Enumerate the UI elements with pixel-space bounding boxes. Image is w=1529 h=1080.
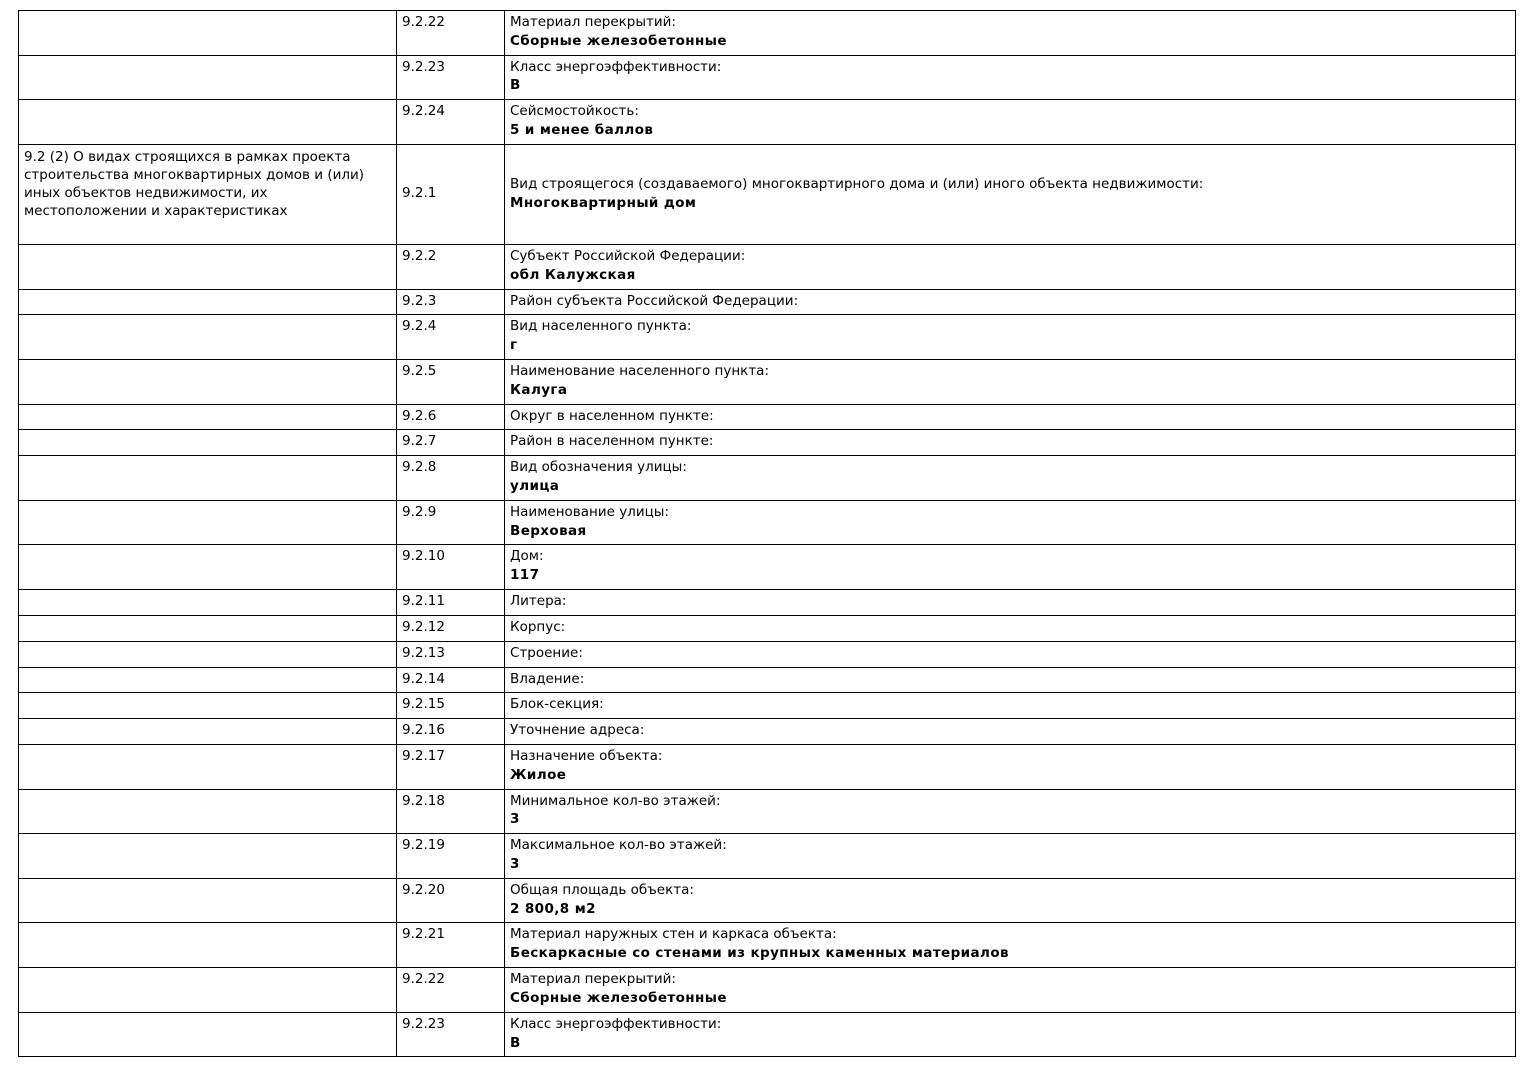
code-cell: 9.2.3	[397, 289, 505, 315]
field-value: обл Калужская	[510, 266, 636, 283]
code-cell: 9.2.6	[397, 404, 505, 430]
section-cell: 9.2 (2) О видах строящихся в рамках проекта строительства многоквартирных домов и (или) иных объектов недвижимости, их местоположении и характеристиках	[19, 144, 397, 244]
code-cell: 9.2.18	[397, 789, 505, 834]
table-row	[19, 968, 1516, 1013]
field-label: Дом:	[510, 548, 544, 565]
section-cell	[19, 719, 397, 745]
section-cell	[19, 430, 397, 456]
code-cell: 9.2.24	[397, 100, 505, 145]
field-label: Район в населенном пункте:	[510, 433, 714, 450]
table-row	[19, 789, 1516, 834]
code-cell: 9.2.10	[397, 545, 505, 590]
field-label: Класс энергоэффективности:	[510, 58, 722, 75]
content-cell	[505, 430, 1516, 456]
field-value: В	[510, 77, 521, 94]
content-cell	[505, 55, 1516, 100]
table-row	[19, 641, 1516, 667]
content-cell	[505, 289, 1516, 315]
field-value: Сборные железобетонные	[510, 32, 727, 49]
content-cell	[505, 144, 1516, 244]
field-label: Корпус:	[510, 618, 566, 635]
field-label: Назначение объекта:	[510, 747, 663, 764]
section-cell	[19, 404, 397, 430]
section-cell	[19, 667, 397, 693]
table-row	[19, 719, 1516, 745]
section-cell	[19, 834, 397, 879]
section-cell	[19, 500, 397, 545]
section-cell	[19, 315, 397, 360]
field-label: Уточнение адреса:	[510, 722, 645, 739]
field-label: Сейсмостойкость:	[510, 103, 639, 120]
field-label: Материал перекрытий:	[510, 14, 676, 30]
field-value: 2 800,8 м2	[510, 900, 596, 917]
code-cell: 9.2.7	[397, 430, 505, 456]
field-label: Субъект Российской Федерации:	[510, 247, 746, 264]
field-value: Многоквартирный дом	[510, 194, 697, 211]
code-cell: 9.2.1	[397, 144, 505, 244]
content-cell	[505, 615, 1516, 641]
table-row	[19, 55, 1516, 100]
section-cell	[19, 789, 397, 834]
table-row	[19, 500, 1516, 545]
table-row	[19, 144, 1516, 244]
code-cell: 9.2.14	[397, 667, 505, 693]
code-cell: 9.2.15	[397, 693, 505, 719]
content-cell	[505, 641, 1516, 667]
content-cell	[505, 693, 1516, 719]
code-cell: 9.2.19	[397, 834, 505, 879]
code-cell: 9.2.9	[397, 500, 505, 545]
field-label: Вид обозначения улицы:	[510, 459, 687, 476]
code-cell: 9.2.8	[397, 456, 505, 501]
content-cell	[505, 590, 1516, 616]
table-row	[19, 100, 1516, 145]
table-body	[19, 11, 1516, 1057]
field-label: Класс энергоэффективности:	[510, 1015, 722, 1032]
code-cell: 9.2.21	[397, 923, 505, 968]
field-label: Вид населенного пункта:	[510, 318, 692, 335]
code-cell: 9.2.22	[397, 968, 505, 1013]
field-value: Сборные железобетонные	[510, 989, 727, 1006]
field-value: 3	[510, 811, 520, 828]
field-label: Минимальное кол-во этажей:	[510, 792, 721, 809]
content-cell	[505, 359, 1516, 404]
section-cell	[19, 289, 397, 315]
content-cell	[505, 923, 1516, 968]
content-cell	[505, 1012, 1516, 1057]
code-cell: 9.2.23	[397, 1012, 505, 1057]
field-label: Материал наружных стен и каркаса объекта:	[510, 926, 837, 943]
table-row	[19, 11, 1516, 56]
field-label: Общая площадь объекта:	[510, 881, 694, 898]
content-cell	[505, 968, 1516, 1013]
section-cell	[19, 545, 397, 590]
code-cell: 9.2.13	[397, 641, 505, 667]
content-cell	[505, 878, 1516, 923]
table-row	[19, 456, 1516, 501]
field-label: Вид строящегося (создаваемого) многоквартирного дома и (или) иного объекта недвижимости:	[510, 176, 1204, 193]
content-cell	[505, 404, 1516, 430]
table-row	[19, 878, 1516, 923]
table-row	[19, 315, 1516, 360]
section-cell	[19, 923, 397, 968]
section-cell	[19, 878, 397, 923]
field-value: Бескаркасные со стенами из крупных каменных материалов	[510, 945, 1009, 962]
table-row	[19, 834, 1516, 879]
field-value: 117	[510, 567, 540, 584]
table-row	[19, 615, 1516, 641]
table-row	[19, 359, 1516, 404]
content-cell	[505, 834, 1516, 879]
section-cell	[19, 359, 397, 404]
section-cell	[19, 641, 397, 667]
table-row	[19, 289, 1516, 315]
field-value: 3	[510, 856, 520, 872]
field-label: Материал перекрытий:	[510, 971, 676, 988]
field-value: В	[510, 1034, 521, 1051]
content-cell	[505, 11, 1516, 56]
field-label: Максимальное кол-во этажей:	[510, 837, 727, 854]
section-cell	[19, 1012, 397, 1057]
field-value: Верховая	[510, 522, 587, 539]
code-cell: 9.2.12	[397, 615, 505, 641]
code-cell: 9.2.2	[397, 244, 505, 289]
field-value: улица	[510, 478, 560, 494]
field-value: г	[510, 337, 518, 354]
section-cell	[19, 744, 397, 789]
section-cell	[19, 11, 397, 56]
field-label: Строение:	[510, 644, 583, 661]
code-cell: 9.2.16	[397, 719, 505, 745]
field-value: Калуга	[510, 381, 568, 398]
section-cell	[19, 968, 397, 1013]
content-cell	[505, 100, 1516, 145]
content-cell	[505, 744, 1516, 789]
project-declaration-table	[18, 10, 1516, 1057]
field-value: 5 и менее баллов	[510, 122, 654, 139]
table-row	[19, 545, 1516, 590]
section-cell	[19, 100, 397, 145]
code-cell: 9.2.22	[397, 11, 505, 56]
section-cell	[19, 456, 397, 501]
content-cell	[505, 456, 1516, 501]
section-cell	[19, 693, 397, 719]
code-cell: 9.2.23	[397, 55, 505, 100]
content-cell	[505, 244, 1516, 289]
section-cell	[19, 590, 397, 616]
field-label: Литера:	[510, 593, 567, 610]
code-cell: 9.2.11	[397, 590, 505, 616]
code-cell: 9.2.17	[397, 744, 505, 789]
table-row	[19, 590, 1516, 616]
content-cell	[505, 719, 1516, 745]
field-label: Наименование улицы:	[510, 503, 669, 520]
code-cell: 9.2.20	[397, 878, 505, 923]
section-cell	[19, 244, 397, 289]
table-row	[19, 244, 1516, 289]
field-value: Жилое	[510, 766, 567, 783]
content-cell	[505, 500, 1516, 545]
table-row	[19, 667, 1516, 693]
code-cell: 9.2.4	[397, 315, 505, 360]
field-label: Владение:	[510, 670, 585, 687]
field-label: Наименование населенного пункта:	[510, 362, 769, 379]
content-cell	[505, 545, 1516, 590]
table-row	[19, 923, 1516, 968]
table-row	[19, 744, 1516, 789]
table-row	[19, 404, 1516, 430]
table-row	[19, 1012, 1516, 1057]
code-cell: 9.2.5	[397, 359, 505, 404]
content-cell	[505, 315, 1516, 360]
content-cell	[505, 667, 1516, 693]
table-row	[19, 693, 1516, 719]
content-cell	[505, 789, 1516, 834]
field-label: Округ в населенном пункте:	[510, 407, 714, 424]
section-cell	[19, 615, 397, 641]
field-label: Район субъекта Российской Федерации:	[510, 292, 799, 309]
table-row	[19, 430, 1516, 456]
section-cell	[19, 55, 397, 100]
field-label: Блок-секция:	[510, 696, 604, 713]
